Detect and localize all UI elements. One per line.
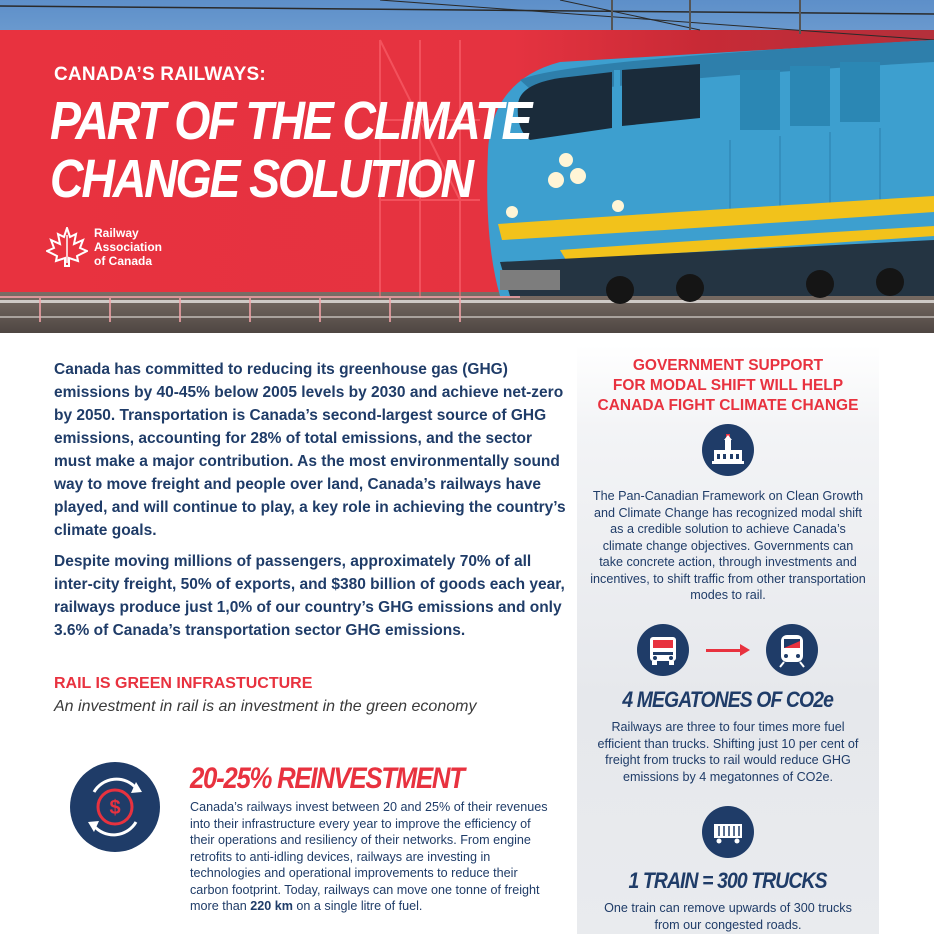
green-infrastructure-subheading: An investment in rail is an investment in the green economy (54, 698, 477, 715)
train-trucks-body: One train can remove upwards of 300 trucks from our congested roads. (604, 901, 852, 932)
train-trucks-title (577, 868, 879, 894)
dollar-cycle-icon (70, 762, 160, 852)
railcar-icon (702, 806, 754, 858)
arrow-right-icon (706, 649, 742, 652)
rac-logo (46, 226, 204, 268)
government-body: The Pan-Canadian Framework on Clean Growth and Climate Change has recognized modal shift as a credible solution to achieve Canada’s climate change objectives. Governments can take concrete action, through investments and incentives, to shift traffic from other transportation modes to rail. (590, 489, 866, 602)
train-trucks-title-text: 1 TRAIN = 300 TRUCKS (628, 868, 828, 893)
intro-text (54, 358, 569, 642)
government-support-title (577, 356, 879, 416)
truck-icon (637, 624, 689, 676)
logo-text (94, 226, 204, 268)
government-title-line-3: CANADA FIGHT CLIMATE CHANGE (597, 397, 859, 414)
megatonnes-title-text: 4 MEGATONES OF CO2e (622, 687, 834, 712)
hero-kicker: CANADA’S RAILWAYS: (54, 64, 266, 85)
megatonnes-title (577, 687, 879, 713)
arrow-head (740, 644, 750, 656)
green-infrastructure-heading: RAIL IS GREEN INFRASTUCTURE (54, 675, 313, 692)
megatonnes-body: Railways are three to four times more fuel efficient than trucks. Shifting just 10 per cent of freight from trucks to rail would reduce GHG emissions by 4 megatonnes of CO2e. (597, 720, 859, 784)
reinvestment-body-start: Canada’s railways invest between 20 and 25% of their revenues into their infrastructure every year to improve the efficiency of their operations and resiliency of their networks. From engine retrofits to anti-idling devices, railways are investing in technologies and operational improvements to reduce their carbon footprint. Today, railways can move one tonne of freight more than (190, 800, 548, 913)
svg-text:$: $ (109, 797, 121, 819)
intro-paragraph-1: Canada has committed to reducing its greenhouse gas (GHG) emissions by 40-45% below 2005 levels by 2030 and achieve net-zero by 2050. Transportation is Canada’s second-largest source of GHG emissions, accounting for 28% of total emissions, and the sector must make a major contribution. As the most environmentally sound way to move freight and people over land, Canada’s railways have played, and will continue to play, a key role in achieving the country’s climate goals. (54, 361, 566, 539)
maple-leaf-icon (46, 227, 88, 267)
intro-paragraph-2: Despite moving millions of passengers, approximately 70% of all inter-city freight, 50% of exports, and $380 billion of goods each year, railways produce just 1,0% of our country’s GHG emissions and only 3.6% of Canada’s transportation sector GHG emissions. (54, 553, 565, 639)
logo-line-2: of Canada (94, 254, 153, 268)
page-title-line-1: PART OF THE CLIMATE (50, 91, 531, 151)
logo-line-1: Railway Association (94, 226, 163, 254)
reinvestment-body-end: on a single litre of fuel. (292, 899, 423, 913)
reinvestment-title: 20-25% REINVESTMENT (190, 762, 464, 795)
parliament-icon (702, 424, 754, 476)
hero-banner (0, 0, 934, 333)
page-title-line-2: CHANGE SOLUTION (50, 149, 472, 209)
page-title (50, 92, 532, 208)
government-title-line-1: GOVERNMENT SUPPORT (632, 357, 824, 374)
reinvestment-body (190, 799, 555, 915)
government-title-line-2: FOR MODAL SHIFT WILL HELP (612, 377, 844, 394)
reinvestment-distance: 220 km (250, 899, 293, 913)
train-icon (766, 624, 818, 676)
